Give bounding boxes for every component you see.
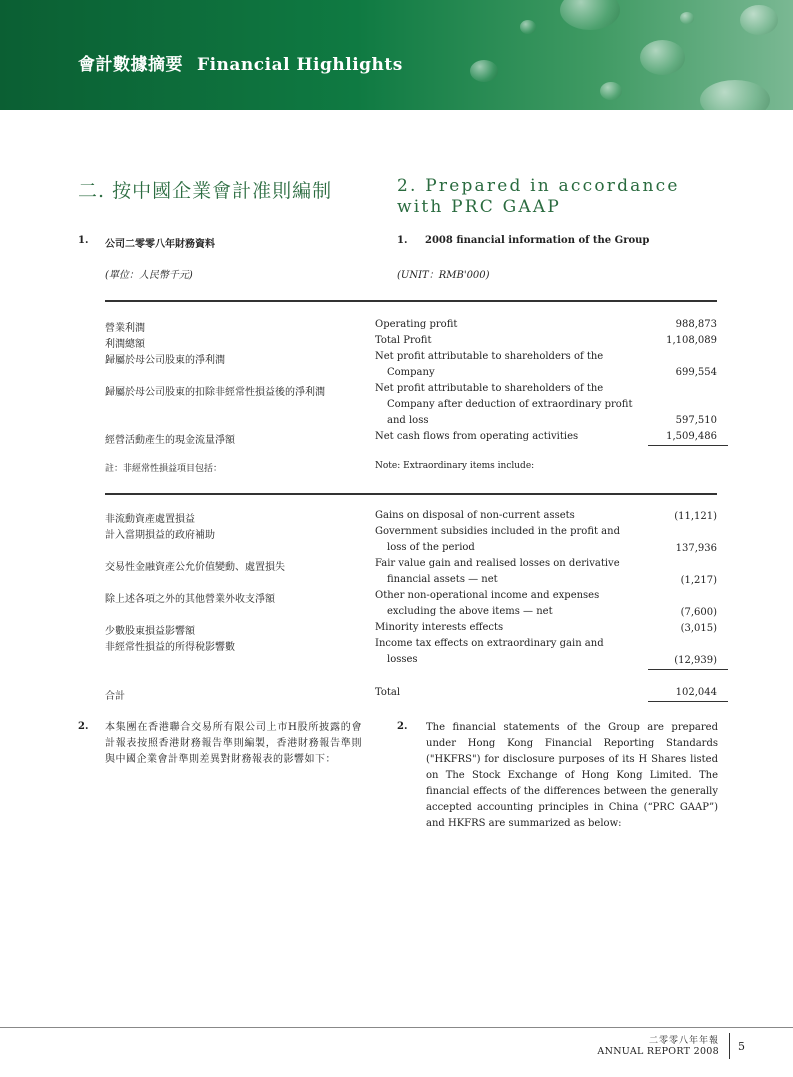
note-en: Note: Extraordinary items include: [375,461,535,471]
table-row-value: 1,509,486 [666,431,717,442]
item2-paragraph-en: The financial statements of the Group are prepared under Hong Kong Financial Reporting Standards ("HKFRS") for disclosure purposes of its H Shares listed on The Stock Exchange of Hong Kong Limited. The financial effects of the differences between the generally accepted accounting principles in China (“PRC GAAP”) and HKFRS are summarized as below: [426,722,718,829]
total-label-en: Total [375,687,401,698]
item1-number-cn: 1. [78,235,89,246]
table-row-value: (11,121) [674,511,717,522]
water-drop-decoration [700,80,770,110]
table-row-label-en-cont: Company [387,367,435,378]
footer-report-en: ANNUAL REPORT 2008 [597,1046,719,1057]
table-row-label-en: Government subsidies included in the profit and [375,526,620,537]
item1-title-en: 2008 financial information of the Group [425,235,650,246]
water-drop-decoration [470,60,498,82]
section-title-en-text: Prepared in accordance with PRC GAAP [397,176,680,217]
section-title-cn: 二. 按中國企業會計准則編制 [78,180,333,202]
water-drop-decoration [520,20,536,34]
unit-cn: (單位：人民幣千元) [105,270,193,281]
table-row-label-cn: 非經常性損益的所得稅影響數 [105,642,235,653]
footer-divider [729,1033,730,1059]
table-row-value: 137,936 [675,543,717,554]
table-row-value: (1,217) [680,575,717,586]
table-row-label-en-cont: and loss [387,415,429,426]
total-value: 102,044 [675,687,717,698]
table-row-label-en-cont: excluding the above items — net [387,606,553,617]
table-row-label-en: Income tax effects on extraordinary gain and [375,638,604,649]
table-row-value: (12,939) [674,655,717,666]
item2-number-cn: 2. [78,721,89,732]
table-row-value: 699,554 [675,367,717,378]
table-row-label-en: Net cash flows from operating activities [375,431,579,442]
water-drop-decoration [640,40,685,75]
table1-top-rule [105,300,717,302]
table-row-value: (3,015) [680,623,717,634]
table-row-label-cn: 經營活動產生的現金流量淨額 [105,435,235,446]
table-row-label-en: Total Profit [375,335,432,346]
table-row-value: 597,510 [675,415,717,426]
total-rule [648,701,728,702]
section-number-en: 2. [397,176,418,196]
water-drop-decoration [600,82,622,100]
table-row-label-en: Fair value gain and realised losses on derivative [375,558,620,569]
header-banner [0,0,793,110]
page-number: 5 [738,1040,745,1053]
footer-rule [0,1027,793,1028]
table-row-label-en: Net profit attributable to shareholders of the [375,383,604,394]
table-row-label-en-cont: losses [387,654,418,665]
table-row-value: (7,600) [680,607,717,618]
table-row-label-en-cont: Company after deduction of extraordinary profit [387,399,633,410]
water-drop-decoration [740,5,778,35]
table-row-label-en: Minority interests effects [375,622,504,633]
table-row-label-en-cont: loss of the period [387,542,475,553]
item2-number-en: 2. [397,721,408,732]
table-row-label-cn: 營業利潤 [105,323,145,334]
table-row-label-cn: 非流動資產處置損益 [105,514,195,525]
item2-paragraph-cn: 本集團在香港聯合交易所有限公司上市H股所披露的會計報表按照香港財務報告準則編製，香港財務報告準則與中國企業會計準則差異對財務報表的影響如下： [105,722,362,765]
table-row-label-cn: 歸屬於母公司股東的淨利潤 [105,355,225,366]
table-row-value: 988,873 [675,319,717,330]
table-row-label-en: Net profit attributable to shareholders of the [375,351,604,362]
water-drop-decoration [680,12,694,24]
table-row-label-en-cont: financial assets — net [387,574,498,585]
table-row-label-en: Other non-operational income and expenses [375,590,600,601]
table2-sum-rule [648,669,728,670]
water-drop-decoration [560,0,620,30]
table-row-label-en: Gains on disposal of non-current assets [375,510,575,521]
table2-top-rule [105,493,717,495]
total-label-cn: 合計 [105,691,125,702]
item1-title-cn: 公司二零零八年財務資料 [105,239,215,250]
table-row-label-cn: 少數股東損益影響額 [105,626,195,637]
table-row-label-cn: 利潤總額 [105,339,145,350]
section-title-en [397,176,727,218]
table-row-label-en: Operating profit [375,319,458,330]
item1-number-en: 1. [397,235,408,246]
page-title [78,50,403,75]
footer-report-cn: 二零零八年年報 [648,1036,719,1046]
table-row-value: 1,108,089 [666,335,717,346]
table-row-label-cn: 計入當期損益的政府補助 [105,530,215,541]
page-title-cn: 會計數據摘要 [78,55,183,75]
table-row-label-cn: 除上述各項之外的其他營業外收支淨額 [105,594,275,605]
page-title-en: Financial Highlights [197,55,403,75]
note-cn: 註：非經常性損益項目包括： [105,464,223,474]
table1-sum-rule [648,445,728,446]
table-row-label-cn: 歸屬於母公司股東的扣除非經常性損益後的淨利潤 [105,387,325,398]
table-row-label-cn: 交易性金融資產公允价值變動、處置損失 [105,562,285,573]
unit-en: (UNIT：RMB'000) [397,270,490,281]
